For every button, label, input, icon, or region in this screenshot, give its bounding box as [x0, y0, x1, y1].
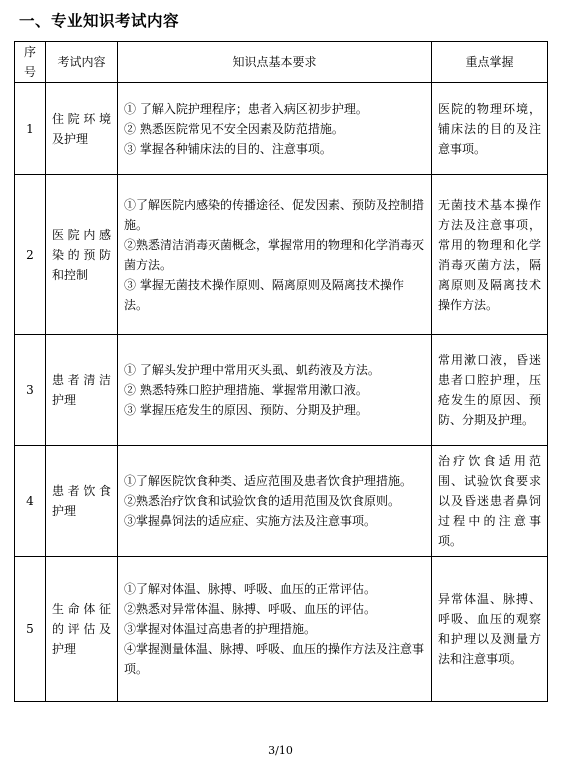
- requirements-cell: [118, 175, 432, 335]
- requirement-item: ④掌握测量体温、脉搏、呼吸、血压的操作方法及注意事项。: [124, 642, 425, 676]
- requirement-item: ② 熟悉医院常见不安全因素及防范措施。: [124, 121, 344, 136]
- requirement-item: ②熟悉对异常体温、脉搏、呼吸、血压的评估。: [124, 602, 377, 616]
- row-number: 4: [15, 446, 46, 557]
- key-points-cell: 治疗饮食适用范围、试验饮食要求以及昏迷患者鼻饲过程中的注意事项。: [432, 446, 548, 557]
- exam-topic: 住院环境及护理: [46, 83, 118, 175]
- requirement-item: ③掌握鼻饲法的适应症、实施方法及注意事项。: [124, 514, 377, 528]
- row-number: 3: [15, 335, 46, 446]
- requirements-cell: [118, 446, 432, 557]
- exam-topic: 医院内感染的预防和控制: [46, 175, 118, 335]
- row-number: 2: [15, 175, 46, 335]
- requirement-item: ③ 掌握压疮发生的原因、预防、分期及护理。: [124, 403, 368, 417]
- requirements-cell: [118, 83, 432, 175]
- table-row: [15, 175, 548, 335]
- header-key-points: 重点掌握: [432, 42, 548, 83]
- table-row: [15, 557, 548, 702]
- exam-content-table: [14, 41, 548, 702]
- requirement-item: ②熟悉清洁消毒灭菌概念，掌握常用的物理和化学消毒灭菌方法。: [124, 237, 425, 272]
- key-points-cell: 医院的物理环境，铺床法的目的及注意事项。: [432, 83, 548, 175]
- requirement-item: ①了解医院饮食种类、适应范围及患者饮食护理措施。: [124, 474, 413, 488]
- key-points-cell: 异常体温、脉搏、呼吸、血压的观察和护理以及测量方法和注意事项。: [432, 557, 548, 702]
- requirement-item: ①了解对体温、脉搏、呼吸、血压的正常评估。: [124, 582, 377, 596]
- requirements-cell: [118, 557, 432, 702]
- exam-topic: 患者饮食护理: [46, 446, 118, 557]
- header-requirements: 知识点基本要求: [118, 42, 432, 83]
- requirement-item: ②熟悉治疗饮食和试验饮食的适用范围及饮食原则。: [124, 494, 401, 508]
- row-number: 1: [15, 83, 46, 175]
- table-header-row: [15, 42, 548, 83]
- row-number: 5: [15, 557, 46, 702]
- section-title: 一、专业知识考试内容: [19, 12, 180, 30]
- header-content: 考试内容: [46, 42, 118, 83]
- key-points-cell: 无菌技术基本操作方法及注意事项，常用的物理和化学消毒灭菌方法，隔离原则及隔离技术操作方法。: [432, 175, 548, 335]
- exam-topic: 患者清洁护理: [46, 335, 118, 446]
- requirements-cell: [118, 335, 432, 446]
- requirement-item: ③ 掌握无菌技术操作原则、隔离原则及隔离技术操作法。: [124, 277, 404, 312]
- exam-topic: 生命体征的评估及护理: [46, 557, 118, 702]
- table-row: [15, 335, 548, 446]
- requirement-item: ① 了解入院护理程序；患者入病区初步护理。: [124, 101, 368, 116]
- table-row: [15, 83, 548, 175]
- requirement-item: ③掌握对体温过高患者的护理措施。: [124, 622, 317, 636]
- page-number: 3/10: [268, 744, 293, 757]
- key-points-cell: 常用漱口液，昏迷患者口腔护理，压疮发生的原因、预防、分期及护理。: [432, 335, 548, 446]
- requirement-item: ①了解医院内感染的传播途径、促发因素、预防及控制措施。: [124, 197, 425, 232]
- table-row: [15, 446, 548, 557]
- header-no: 序号: [15, 42, 46, 83]
- requirement-item: ① 了解头发护理中常用灭头虱、虮药液及方法。: [124, 363, 380, 377]
- requirement-item: ③ 掌握各种铺床法的目的、注意事项。: [124, 141, 332, 156]
- requirement-item: ② 熟悉特殊口腔护理措施、掌握常用漱口液。: [124, 383, 368, 397]
